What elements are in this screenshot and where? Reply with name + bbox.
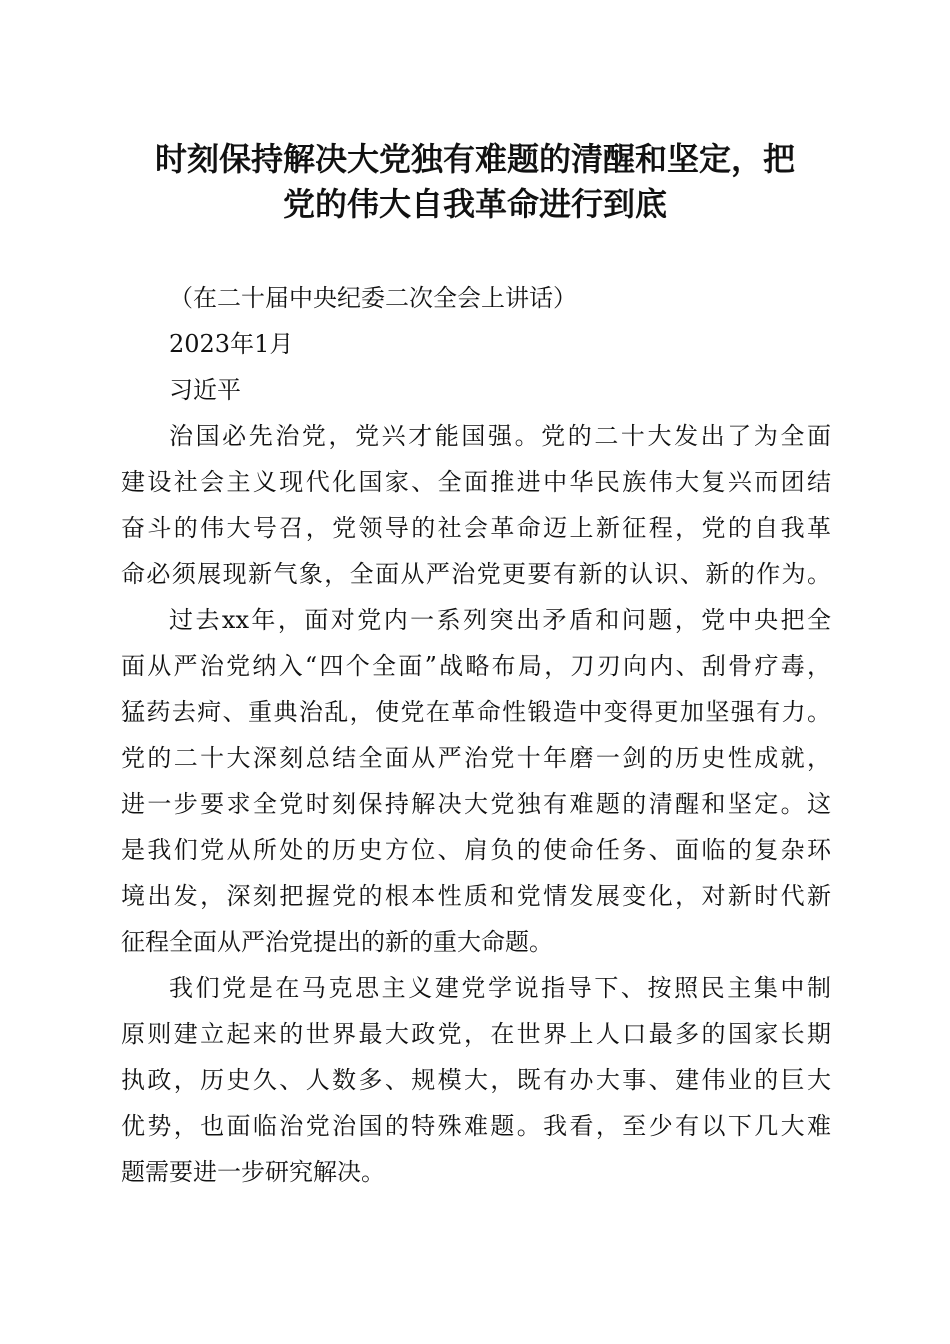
paragraph-line: 境出发，深刻把握党的根本性质和党情发展变化，对新时代新	[121, 882, 831, 910]
paragraph-line: 面从严治党纳入“四个全面”战略布局，刀刃向内、刮骨疗毒，	[121, 652, 831, 680]
paragraph-line: 奋斗的伟大号召，党领导的社会革命迈上新征程，党的自我革	[121, 514, 831, 542]
paragraph-line: 题需要进一步研究解决。	[121, 1158, 385, 1186]
paragraph-line: 征程全面从严治党提出的新的重大命题。	[121, 928, 553, 956]
speech-date: 2023年1月	[169, 330, 294, 358]
paragraph-2	[121, 597, 831, 965]
title-line-1: 时刻保持解决大党独有难题的清醒和坚定，把	[154, 140, 795, 178]
speech-subtitle: （在二十届中央纪委二次全会上讲话）	[169, 284, 577, 312]
paragraph-line: 党的二十大深刻总结全面从严治党十年磨一剑的历史性成就，	[121, 744, 831, 772]
document-title	[100, 137, 850, 227]
paragraph-line: 建设社会主义现代化国家、全面推进中华民族伟大复兴而团结	[121, 468, 831, 496]
speech-author: 习近平	[169, 376, 241, 404]
paragraph-3	[121, 965, 831, 1195]
paragraph-line: 治国必先治党，党兴才能国强。党的二十大发出了为全面	[169, 422, 831, 450]
paragraph-line: 原则建立起来的世界最大政党，在世界上人口最多的国家长期	[121, 1020, 831, 1048]
paragraph-line: 过去xx年，面对党内一系列突出矛盾和问题，党中央把全	[169, 606, 831, 634]
paragraph-line: 命必须展现新气象，全面从严治党更要有新的认识、新的作为。	[121, 560, 831, 588]
paragraph-line: 执政，历史久、人数多、规模大，既有办大事、建伟业的巨大	[121, 1066, 831, 1094]
document-body	[121, 275, 831, 1195]
paragraph-1	[121, 413, 831, 597]
paragraph-line: 猛药去疴、重典治乱，使党在革命性锻造中变得更加坚强有力。	[121, 698, 831, 726]
paragraph-line: 进一步要求全党时刻保持解决大党独有难题的清醒和坚定。这	[121, 790, 831, 818]
title-line-2: 党的伟大自我革命进行到底	[282, 185, 667, 223]
paragraph-line: 优势，也面临治党治国的特殊难题。我看，至少有以下几大难	[121, 1112, 831, 1140]
paragraph-line: 我们党是在马克思主义建党学说指导下、按照民主集中制	[169, 974, 831, 1002]
paragraph-line: 是我们党从所处的历史方位、肩负的使命任务、面临的复杂环	[121, 836, 831, 864]
